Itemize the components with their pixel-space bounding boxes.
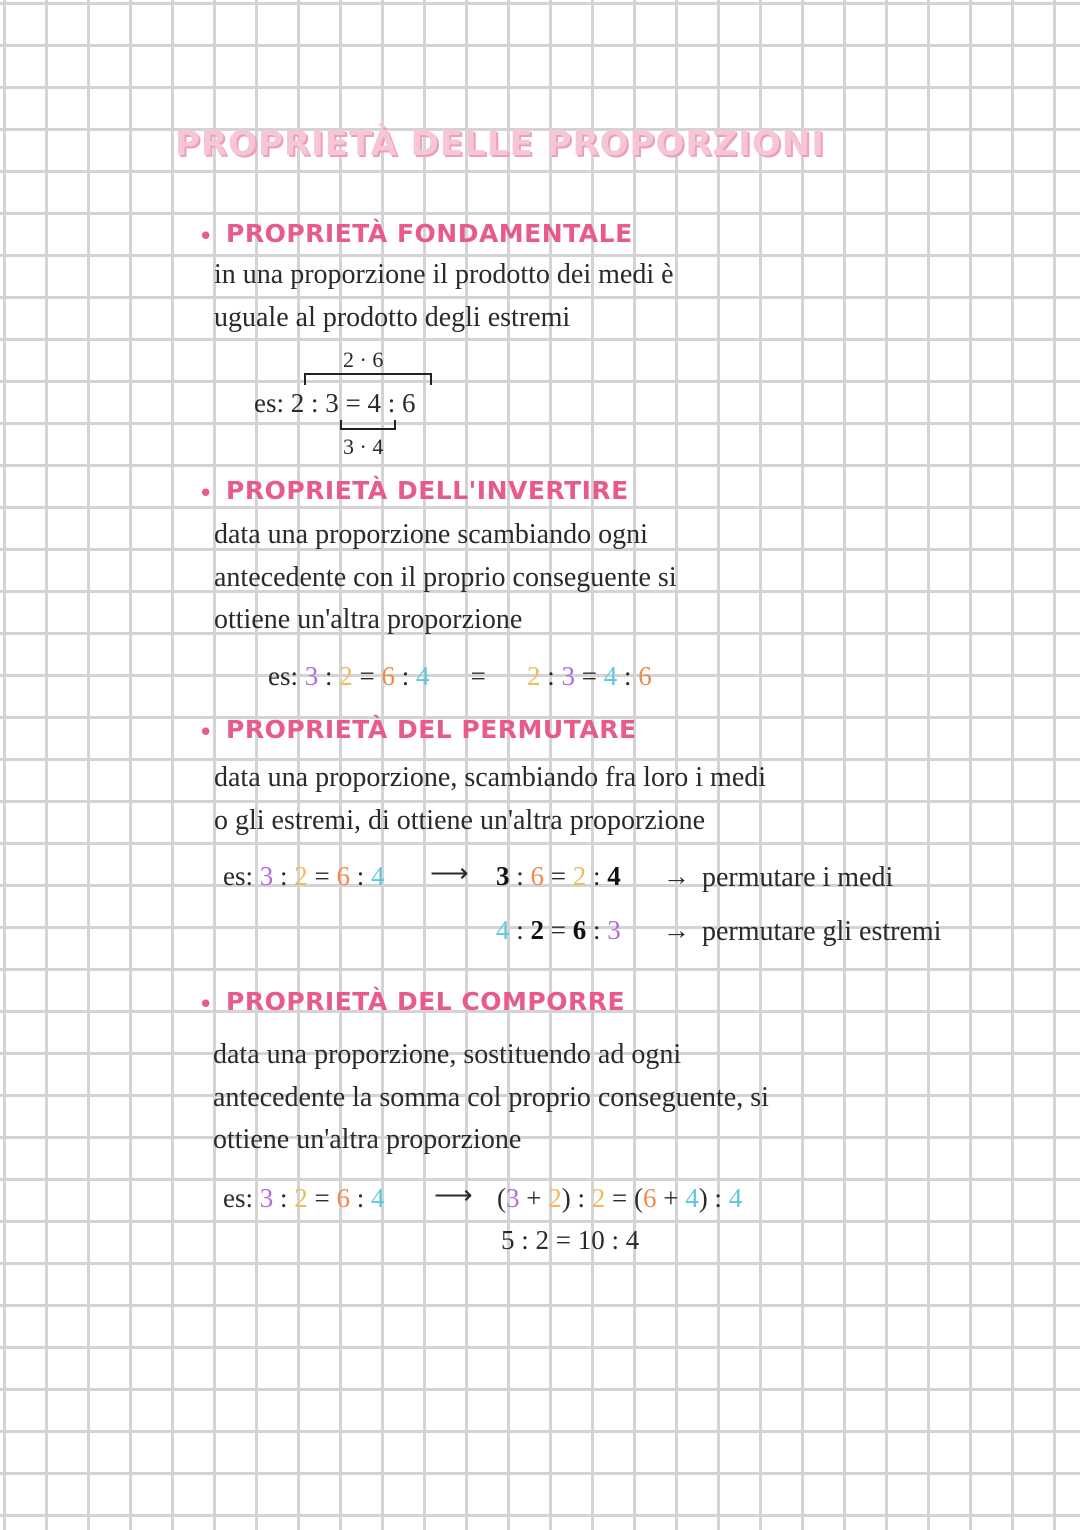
equation-token: = bbox=[544, 861, 573, 891]
equation-token: es: bbox=[268, 661, 298, 691]
equation-token: 6 bbox=[381, 661, 395, 691]
equation-token: : bbox=[273, 1183, 295, 1213]
equation-token: ) : bbox=[698, 1183, 729, 1213]
arrow-icon: → bbox=[663, 915, 690, 945]
equation-token: 4 bbox=[607, 861, 621, 891]
equation-token: = bbox=[575, 661, 604, 691]
equation-token: 3 bbox=[496, 861, 510, 891]
equation-token: : bbox=[273, 861, 295, 891]
long-arrow-icon: ⟶ bbox=[430, 858, 469, 888]
equation-token: 3 bbox=[561, 661, 576, 691]
bullet-icon: • bbox=[198, 479, 214, 509]
text-line: antecedente la somma col proprio conseguente, si bbox=[213, 1081, 769, 1113]
equation-token: 4 bbox=[603, 661, 618, 691]
bracket-extremes bbox=[304, 373, 432, 385]
text-line: o gli estremi, di ottiene un'altra proporzione bbox=[214, 804, 706, 836]
equation-token: 4 bbox=[496, 915, 510, 945]
equation-token: : bbox=[617, 661, 639, 691]
equation-token: es: bbox=[223, 1183, 253, 1213]
text-line: data una proporzione scambiando ogni bbox=[214, 519, 648, 550]
equation-token: : bbox=[350, 1183, 372, 1213]
equation-token: 2 bbox=[294, 1183, 308, 1213]
equation-token: es: bbox=[254, 388, 284, 418]
equation-token: = bbox=[307, 861, 337, 891]
equation-token: ( bbox=[497, 1183, 506, 1213]
equation-token: 4 bbox=[728, 1183, 743, 1213]
example-invert bbox=[268, 661, 652, 692]
bullet-icon: • bbox=[198, 718, 214, 748]
section-text bbox=[214, 757, 766, 842]
equation-token: + bbox=[656, 1183, 686, 1213]
example-permute-a bbox=[223, 861, 385, 892]
example-compose-a bbox=[223, 1183, 385, 1214]
text-line: uguale al prodotto degli estremi bbox=[214, 301, 571, 333]
section-text bbox=[214, 254, 674, 339]
equation-token: = bbox=[470, 661, 486, 691]
equation-token: : bbox=[350, 861, 372, 891]
section-heading: PROPRIETÀ DELL'INVERTIRE bbox=[226, 476, 629, 505]
example-compose-result: 5 : 2 = 10 : 4 bbox=[501, 1225, 640, 1255]
equation-token: : bbox=[509, 861, 531, 891]
equation-token: : bbox=[395, 661, 417, 691]
equation-token: 2 : 3 = 4 : 6 bbox=[290, 388, 416, 418]
equation-token: 6 bbox=[642, 1183, 657, 1213]
text-line: data una proporzione, scambiando fra loro i medi bbox=[214, 762, 767, 793]
equation-token: 3 bbox=[259, 1183, 274, 1213]
product-bottom: 3 · 4 bbox=[343, 434, 384, 459]
equation-token: + bbox=[519, 1183, 549, 1213]
section-text bbox=[213, 1034, 769, 1162]
equation-token: 2 bbox=[294, 861, 308, 891]
equation-token: = bbox=[544, 915, 573, 945]
page-title: PROPRIETÀ DELLE PROPORZIONI bbox=[175, 124, 825, 164]
text-line: ottiene un'altra proporzione bbox=[214, 604, 523, 635]
equation-token: 3 bbox=[259, 861, 274, 891]
example-equation bbox=[254, 388, 415, 419]
section-heading: PROPRIETÀ FONDAMENTALE bbox=[226, 219, 633, 248]
equation-token: es: bbox=[223, 861, 253, 891]
equation-token: = ( bbox=[605, 1183, 643, 1213]
equation-token: 4 bbox=[685, 1183, 699, 1213]
equation-token: 3 bbox=[607, 915, 621, 945]
text-line: antecedente con il proprio conseguente si bbox=[214, 561, 677, 593]
product-top: 2 · 6 bbox=[343, 347, 384, 372]
example-permute-extremes bbox=[496, 915, 621, 946]
equation-token: 2 bbox=[339, 661, 353, 691]
long-arrow-icon: ⟶ bbox=[434, 1180, 473, 1210]
equation-token: 6 bbox=[530, 861, 545, 891]
equation-token: 3 bbox=[304, 661, 319, 691]
arrow-icon: → bbox=[663, 861, 690, 891]
equation-token: 2 bbox=[591, 1183, 606, 1213]
equation-token: = bbox=[352, 661, 382, 691]
example-permute-means bbox=[496, 861, 621, 892]
permute-extremes-label: permutare gli estremi bbox=[702, 916, 942, 947]
equation-token: 3 bbox=[506, 1183, 520, 1213]
equation-token: 2 bbox=[548, 1183, 562, 1213]
section-heading: PROPRIETÀ DEL COMPORRE bbox=[226, 987, 626, 1016]
equation-token: 2 bbox=[530, 915, 545, 945]
equation-token: 4 bbox=[371, 1183, 385, 1213]
equation-token: 6 bbox=[638, 661, 652, 691]
bullet-icon: • bbox=[198, 222, 214, 252]
text-line: ottiene un'altra proporzione bbox=[213, 1124, 522, 1155]
equation-token: 6 bbox=[336, 861, 350, 891]
equation-token: : bbox=[509, 915, 531, 945]
permute-means-label: permutare i medi bbox=[702, 862, 894, 893]
equation-token: : bbox=[540, 661, 562, 691]
equation-token: : bbox=[586, 861, 608, 891]
bullet-icon: • bbox=[198, 990, 214, 1020]
equation-token: 2 bbox=[527, 661, 541, 691]
equation-token: ) : bbox=[561, 1183, 592, 1213]
equation-token: = bbox=[307, 1183, 337, 1213]
equation-token: 2 bbox=[572, 861, 587, 891]
bracket-means bbox=[340, 420, 396, 430]
example-compose-b bbox=[497, 1183, 742, 1214]
equation-token: 4 bbox=[371, 861, 385, 891]
section-text bbox=[214, 514, 677, 642]
equation-token: 4 bbox=[416, 661, 430, 691]
section-heading: PROPRIETÀ DEL PERMUTARE bbox=[226, 715, 637, 744]
equation-token: 6 bbox=[336, 1183, 350, 1213]
equation-token: 6 bbox=[572, 915, 587, 945]
equation-token: : bbox=[318, 661, 340, 691]
text-line: data una proporzione, sostituendo ad ogni bbox=[213, 1039, 682, 1070]
equation-token: : bbox=[586, 915, 608, 945]
text-line: in una proporzione il prodotto dei medi è bbox=[214, 259, 674, 290]
